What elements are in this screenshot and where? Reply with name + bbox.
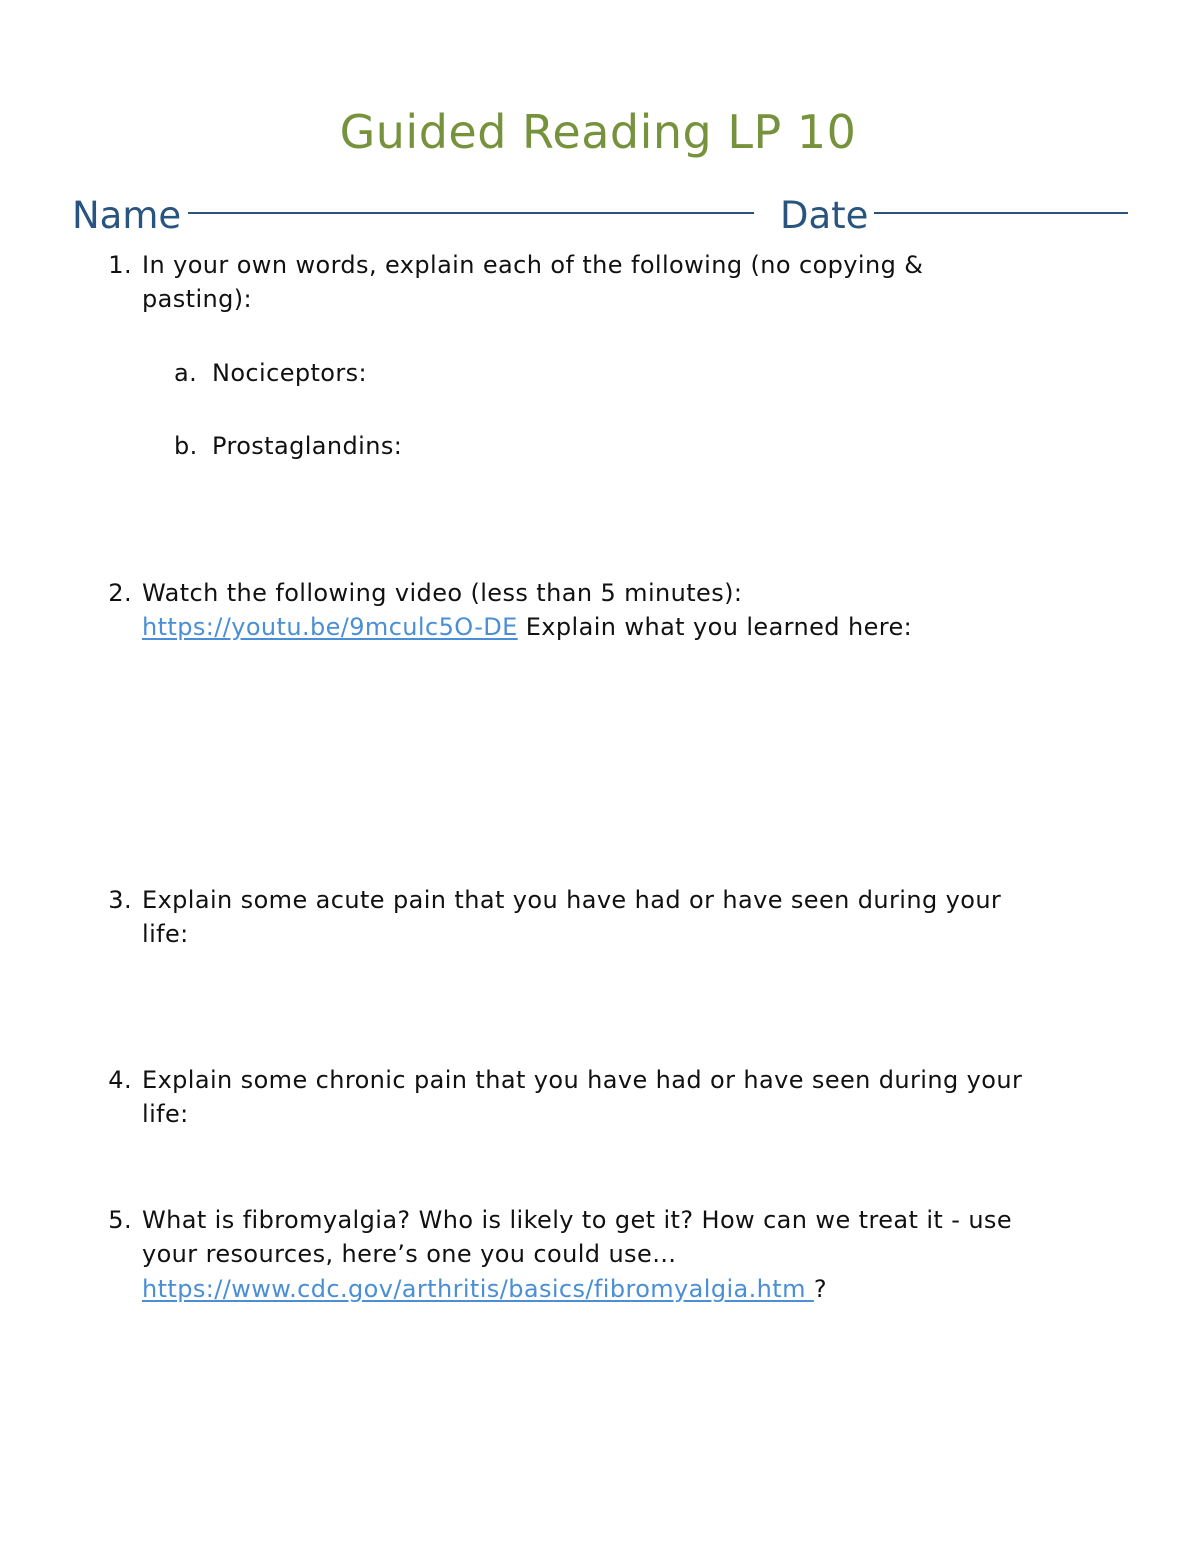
question-5-link-line — [142, 1272, 827, 1306]
date-field[interactable] — [874, 212, 1128, 214]
name-field[interactable] — [188, 212, 754, 214]
subitem-a-letter: a. — [174, 359, 198, 387]
question-5-after-link: ? — [813, 1275, 828, 1303]
subitem-a-text: Nociceptors: — [212, 359, 368, 387]
question-3-text: Explain some acute pain that you have had or have seen during your — [142, 886, 1002, 914]
question-5-text-cont: your resources, here’s one you could use… — [142, 1240, 677, 1268]
question-3-number: 3. — [108, 886, 132, 914]
subitem-b-letter: b. — [174, 432, 198, 460]
question-4-text-cont: life: — [142, 1100, 189, 1128]
question-5-text: What is fibromyalgia? Who is likely to get it? How can we treat it - use — [142, 1206, 1012, 1234]
name-label: Name — [72, 194, 182, 237]
question-1-text: In your own words, explain each of the following (no copying & — [142, 251, 924, 279]
date-label: Date — [780, 194, 869, 237]
question-2-after-link: Explain what you learned here: — [517, 613, 913, 641]
question-1-number: 1. — [108, 251, 132, 279]
question-2-number: 2. — [108, 579, 132, 607]
cdc-link[interactable]: https://www.cdc.gov/arthritis/basics/fibromyalgia.htm — [142, 1275, 814, 1303]
page-title: Guided Reading LP 10 — [339, 105, 857, 159]
question-5-number: 5. — [108, 1206, 132, 1234]
question-1-text-cont: pasting): — [142, 285, 253, 313]
question-2-text-cont — [142, 610, 912, 644]
question-4-text: Explain some chronic pain that you have had or have seen during your — [142, 1066, 1023, 1094]
question-3-text-cont: life: — [142, 920, 189, 948]
question-2-text: Watch the following video (less than 5 minutes): — [142, 579, 743, 607]
youtube-link[interactable]: https://youtu.be/9mculc5O-DE — [142, 613, 518, 641]
question-4-number: 4. — [108, 1066, 132, 1094]
subitem-b-text: Prostaglandins: — [212, 432, 403, 460]
